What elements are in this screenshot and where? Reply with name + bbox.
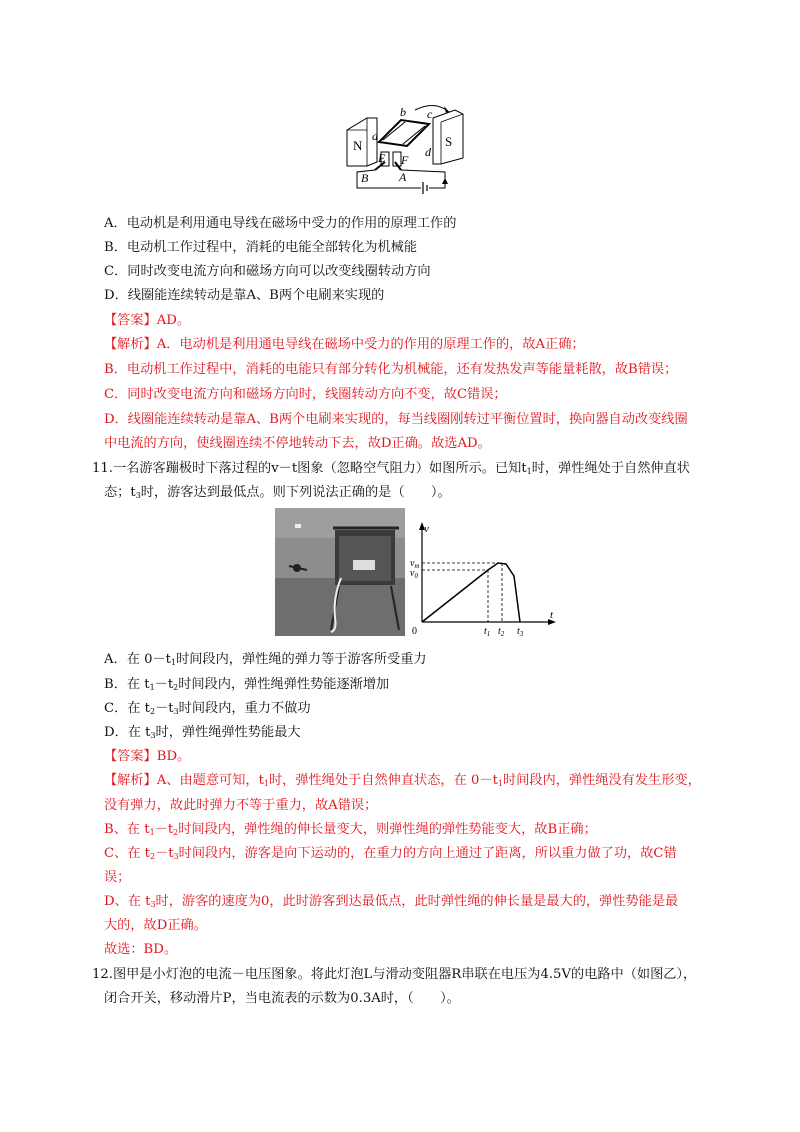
vm-label: $v_m$: [410, 558, 420, 570]
v-t-graph: [410, 520, 560, 638]
q11-stem-line-1: 11.一名游客蹦极时下落过程的v－t图象（忽略空气阻力）如图所示。已知$t_1$时，弹性绳处于自然伸直状: [92, 461, 690, 476]
q11-option-d: D．在 $t_3$时，弹性绳弹性势能最大: [104, 725, 301, 740]
velocity-curve: [422, 563, 520, 622]
q10-analysis-line-1: 【解析】A．电动机是利用通电导线在磁场中受力的作用的原理工作的，故A正确；: [104, 337, 585, 352]
q10-option-c: C．同时改变电流方向和磁场方向可以改变线圈转动方向: [104, 264, 431, 279]
q10-option-d: D．线圈能连续转动是靠A、B两个电刷来实现的: [104, 288, 385, 303]
q11-analysis-line-6: D、在 $t_3$时，游客的速度为0，此时游客到达最低点，此时弹性绳的伸长量是最大的，弹性势能是最: [104, 894, 679, 909]
q10-analysis-line-5: 中电流的方向，使线圈连续不停地转动下去，故D正确。故选AD。: [104, 436, 491, 451]
brush-b-label: B: [361, 171, 369, 185]
q10-analysis-line-4: D．线圈能连续转动是靠A、B两个电刷来实现的，每当线圈刚转过平衡位置时，换向器自动改变线圈: [104, 412, 688, 427]
coil-b-label: b: [400, 105, 406, 119]
pole-n-label: N: [353, 138, 363, 153]
q11-option-a: A．在 $0-t_1$时间段内，弹性绳的弹力等于游客所受重力: [104, 652, 427, 667]
q12-stem-line-1: 12.图甲是小灯泡的电流－电压图象。将此灯泡L与滑动变阻器R串联在电压为4.5V的电路中（如图乙），: [92, 967, 697, 982]
pole-s-label: S: [445, 134, 453, 149]
q10-option-a: A．电动机是利用通电导线在磁场中受力的作用的原理工作的: [104, 216, 457, 231]
q11-analysis-line-8: 故选：BD。: [104, 942, 178, 957]
bungee-photo: [275, 508, 405, 636]
coil-c-label: c: [427, 107, 433, 121]
q10-analysis-line-3: C．同时改变电流方向和磁场方向时，线圈转动方向不变，故C错误；: [104, 387, 507, 402]
v0-label: $v_0$: [410, 568, 418, 580]
q11-option-c: C．在 $t_2-t_3$时间段内，重力不做功: [104, 701, 311, 716]
q11-analysis-line-4: C、在 $t_2-t_3$时间段内，游客是向下运动的，在重力的方向上通过了距离，所以重力做了功，故C错: [104, 846, 677, 861]
y-axis-label: v: [424, 523, 429, 535]
coil-a-label: a: [372, 129, 378, 143]
origin-label: 0: [412, 626, 417, 637]
commutator-f-label: F: [401, 153, 409, 167]
t2-label: $t_2$: [498, 626, 505, 638]
coil-d-label: d: [425, 145, 431, 159]
x-axis-label: t: [550, 609, 554, 621]
q10-option-b: B．电动机工作过程中，消耗的电能全部转化为机械能: [104, 240, 418, 255]
q11-stem-line-2: 态；$t_3$时，游客达到最低点。则下列说法正确的是（ ）。: [104, 485, 451, 500]
q12-stem-line-2: 闭合开关，移动滑片P，当电流表的示数为0.3A时，（ ）。: [104, 991, 460, 1006]
t3-label: $t_3$: [517, 626, 524, 638]
q10-answer: 【答案】AD。: [104, 313, 191, 328]
q11-answer: 【答案】BD。: [104, 749, 191, 764]
brush-a-label: A: [399, 170, 407, 184]
t1-label: $t_1$: [484, 626, 491, 638]
q11-analysis-line-5: 误；: [104, 870, 131, 885]
q10-analysis-line-2: B．电动机工作过程中，消耗的电能只有部分转化为机械能，还有发热发声等能量耗散，故B错误；: [104, 362, 678, 377]
q11-analysis-line-7: 大的，故D正确。: [104, 918, 207, 933]
q11-analysis-line-1: 【解析】A、由题意可知，$t_1$时，弹性绳处于自然伸直状态，在 $0-t_1$时间段内，弹性绳没有发生形变，: [104, 773, 701, 788]
commutator-e-label: E: [378, 151, 386, 165]
q11-analysis-line-3: B、在 $t_1-t_2$时间段内，弹性绳的伸长量变大，则弹性绳的弹性势能变大，故B正确；: [104, 822, 597, 837]
motor-diagram: [345, 100, 465, 205]
q11-option-b: B．在 $t_1-t_2$时间段内，弹性绳弹性势能逐渐增加: [104, 677, 390, 692]
q11-analysis-line-2: 没有弹力，故此时弹力不等于重力，故A错误；: [104, 798, 378, 813]
